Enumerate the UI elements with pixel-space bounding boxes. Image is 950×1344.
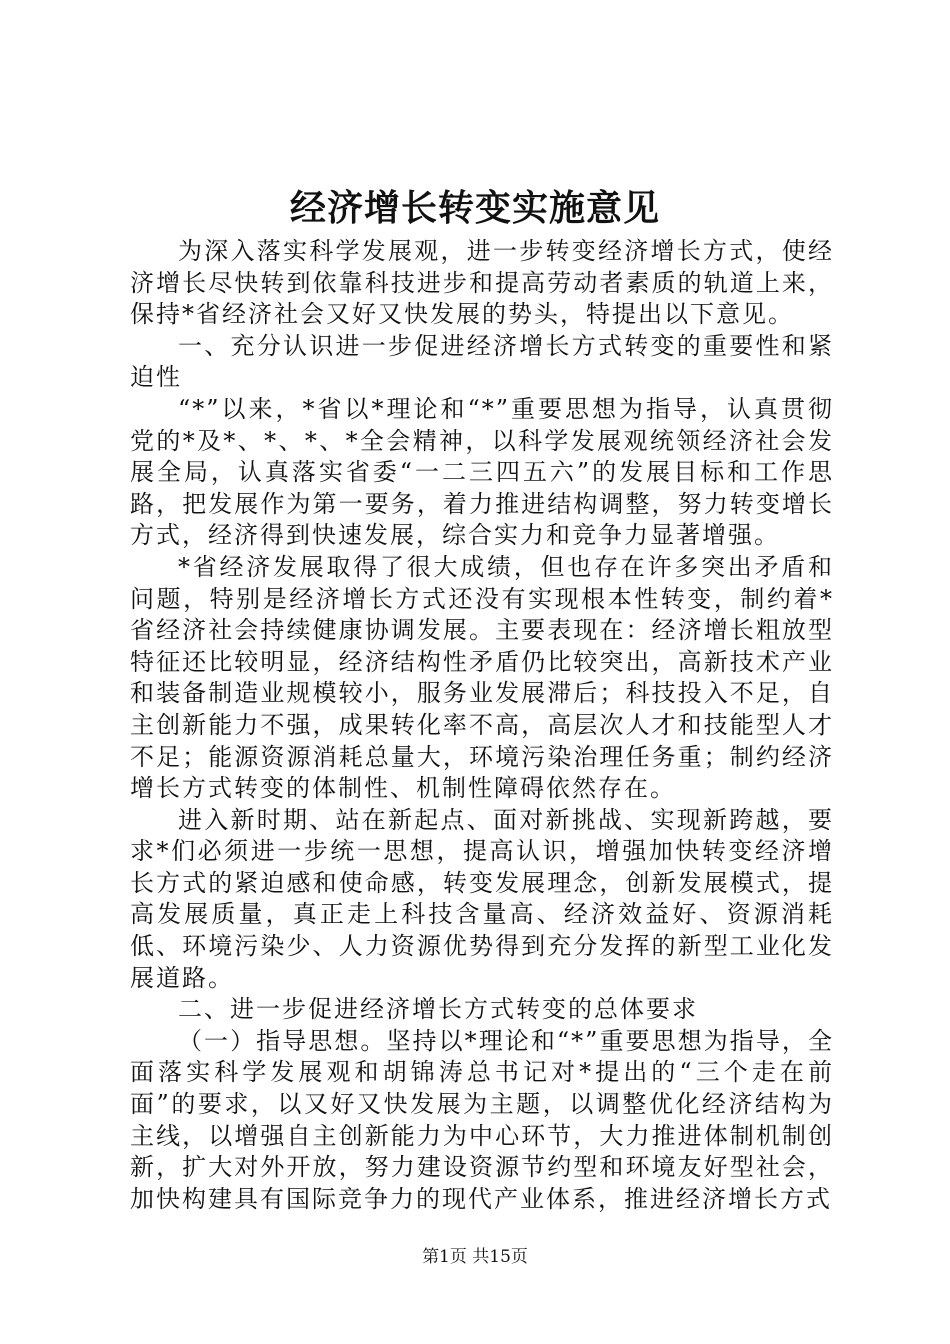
document-body	[130, 236, 834, 1215]
page-number-footer: 第1页 共15页	[422, 1247, 528, 1267]
section-heading-1: 一、充分认识进一步促进经济增长方式转变的重要性和紧迫性	[130, 331, 834, 392]
paragraph-problems: *省经济发展取得了很大成绩，但也存在许多突出矛盾和问题，特别是经济增长方式还没有实现根本性转变，制约着*省经济社会持续健康协调发展。主要表现在：经济增长粗放型特征还比较明显，经济结构性矛盾仍比较突出，高新技术产业和装备制造业规模较小，服务业发展滞后；科技投入不足，自主创新能力不强，成果转化率不高，高层次人才和技能型人才不足；能源资源消耗总量大，环境污染治理任务重；制约经济增长方式转变的体制性、机制性障碍依然存在。	[130, 552, 834, 803]
paragraph-new-period: 进入新时期、站在新起点、面对新挑战、实现新跨越，要求*们必须进一步统一思想，提高认识，增强加快转变经济增长方式的紧迫感和使命感，转变发展理念，创新发展模式，提高发展质量，真正走上科技含量高、经济效益好、资源消耗低、环境污染少、人力资源优势得到充分发挥的新型工业化发展道路。	[130, 805, 834, 992]
paragraph-intro: 为深入落实科学发展观，进一步转变经济增长方式，使经济增长尽快转到依靠科技进步和提高劳动者素质的轨道上来，保持*省经济社会又好又快发展的势头，特提出以下意见。	[130, 237, 834, 329]
paragraph-achievements: “*”以来，*省以*理论和“*”重要思想为指导，认真贯彻党的*及*、*、*、*全会精神，以科学发展观统领经济社会发展全局，认真落实省委“一二三四五六”的发展目标和工作思路，把发展作为第一要务，着力推进结构调整，努力转变增长方式，经济得到快速发展，综合实力和竞争力显著增强。	[130, 394, 834, 550]
paragraph-guiding-thought: （一）指导思想。坚持以*理论和“*”重要思想为指导，全面落实科学发展观和胡锦涛总书记对*提出的“三个走在前面”的要求，以又好又快发展为主题，以调整优化经济结构为主线，以增强自主创新能力为中心环节，大力推进体制机制创新，扩大对外开放，努力建设资源节约型和环境友好型社会，加快构建具有国际竞争力的现代产业体系，推进经济增长方式	[130, 1026, 834, 1213]
section-heading-2: 二、进一步促进经济增长方式转变的总体要求	[178, 995, 698, 1024]
document-title: 经济增长转变实施意见	[289, 187, 660, 229]
